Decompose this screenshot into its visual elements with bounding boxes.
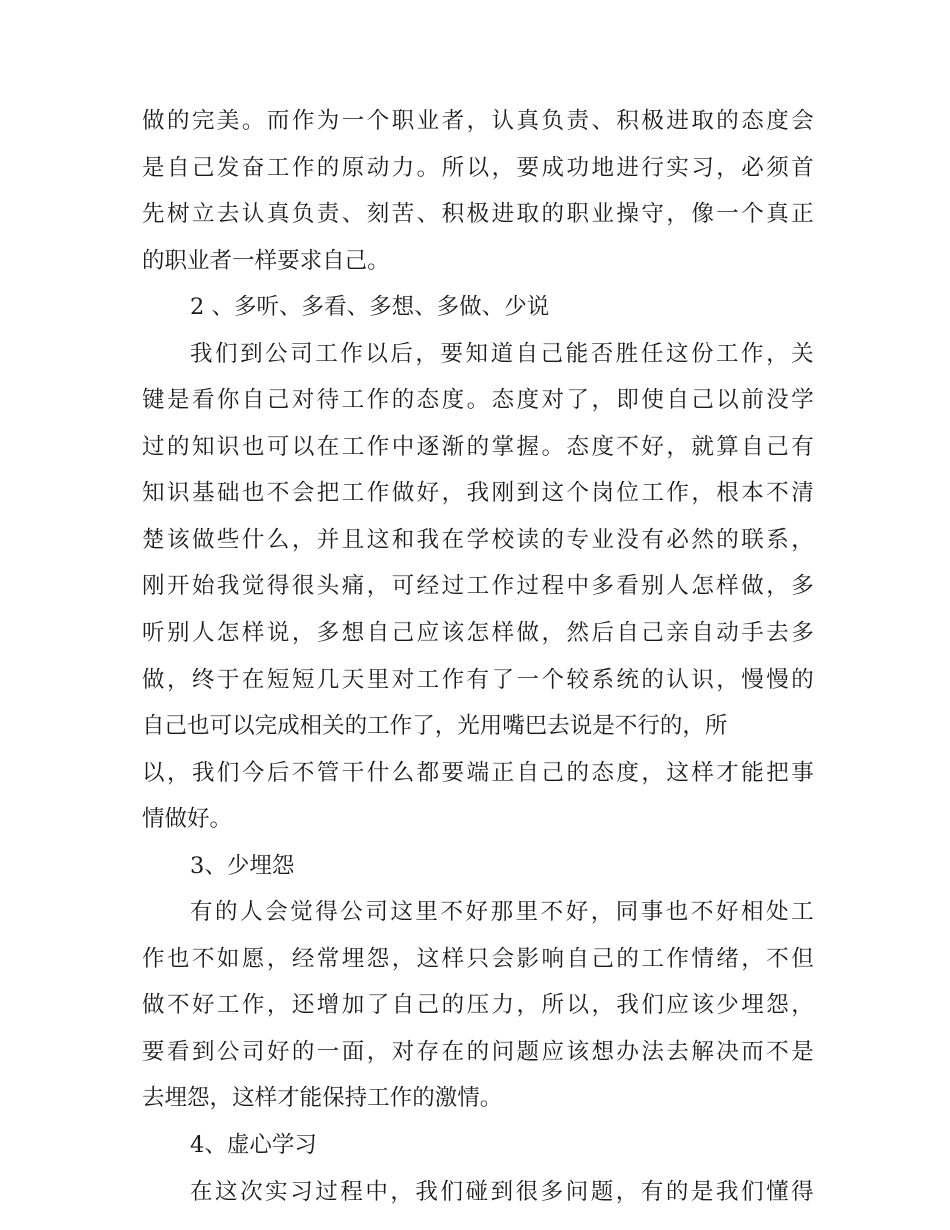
text-line: 有 的 人 会 觉 得 公 司 这 里 不 好 那 里 不 好 ， 同 事 也 不 好 相 处 工	[190, 899, 814, 926]
text-line: 的 职 业 者 一 样 要 求 自 己 。	[142, 247, 390, 274]
text-line: 在 这 次 实 习 过 程 中 ， 我 们 碰 到 很 多 问 题 ， 有 的 是 我 们 懂 得	[190, 1178, 814, 1205]
text-line: 知 识 基 础 也 不 会 把 工 作 做 好 ， 我 刚 到 这 个 岗 位 工 作 ， 根 本 不 清	[142, 480, 814, 507]
text-line: 3 、 少 埋 怨	[190, 852, 295, 879]
text-line: 做 的 完 美 。 而 作 为 一 个 职 业 者 ， 认 真 负 责 、 积 极 进 取 的 态 度 会	[142, 108, 814, 134]
text-line: 作 也 不 如 愿 ， 经 常 埋 怨 ， 这 样 只 会 影 响 自 己 的 工 作 情 绪 ， 不 但	[142, 945, 814, 972]
text-line: 4 、 虚 心 学 习	[190, 1132, 317, 1159]
text-line: 2 、 多 听 、 多 看 、 多 想 、 多 做 、 少 说	[190, 294, 550, 321]
text-line: 听 别 人 怎 样 说 ， 多 想 自 己 应 该 怎 样 做 ， 然 后 自 己 亲 自 动 手 去 多	[142, 620, 814, 647]
text-line: 先 树 立 去 认 真 负 责 、 刻 苦 、 积 极 进 取 的 职 业 操 守 ， 像 一 个 真 正	[142, 201, 814, 228]
text-line: 去 埋 怨 ， 这 样 才 能 保 持 工 作 的 激 情 。	[142, 1085, 503, 1112]
text-line: 键 是 看 你 自 己 对 待 工 作 的 态 度 。 态 度 对 了 ， 即 使 自 己 以 前 没 学	[142, 387, 814, 414]
text-line: 以 ， 我 们 今 后 不 管 干 什 么 都 要 端 正 自 己 的 态 度 ， 这 样 才 能 把 事	[142, 759, 814, 786]
text-line: 情 做 好 。	[142, 806, 233, 833]
text-line: 我 们 到 公 司 工 作 以 后 ， 要 知 道 自 己 能 否 胜 任 这 份 工 作 ， 关	[190, 340, 814, 367]
document-page	[142, 98, 814, 1215]
text-line: 是 自 己 发 奋 工 作 的 原 动 力 。 所 以 ， 要 成 功 地 进 行 实 习 ， 必 须 首	[142, 154, 814, 181]
text-line: 楚 该 做 些 什 么 ， 并 且 这 和 我 在 学 校 读 的 专 业 没 有 必 然 的 联 系 ，	[142, 526, 814, 553]
text-line: 过 的 知 识 也 可 以 在 工 作 中 逐 渐 的 掌 握 。 态 度 不 好 ， 就 算 自 己 有	[142, 433, 814, 460]
text-line: 做 ， 终 于 在 短 短 几 天 里 对 工 作 有 了 一 个 较 系 统 的 认 识 ， 慢 慢 的	[142, 666, 814, 693]
text-line: 刚 开 始 我 觉 得 很 头 痛 ， 可 经 过 工 作 过 程 中 多 看 别 人 怎 样 做 ， 多	[142, 573, 814, 600]
text-line: 自 己 也 可 以 完 成 相 关 的 工 作 了 ， 光 用 嘴 巴 去 说 是 不 行 的 ， 所	[142, 713, 728, 740]
text-line: 做 不 好 工 作 ， 还 增 加 了 自 己 的 压 力 ， 所 以 ， 我 们 应 该 少 埋 怨 ，	[142, 992, 814, 1019]
text-line: 要 看 到 公 司 好 的 一 面 ， 对 存 在 的 问 题 应 该 想 办 法 去 解 决 而 不 是	[142, 1038, 814, 1065]
